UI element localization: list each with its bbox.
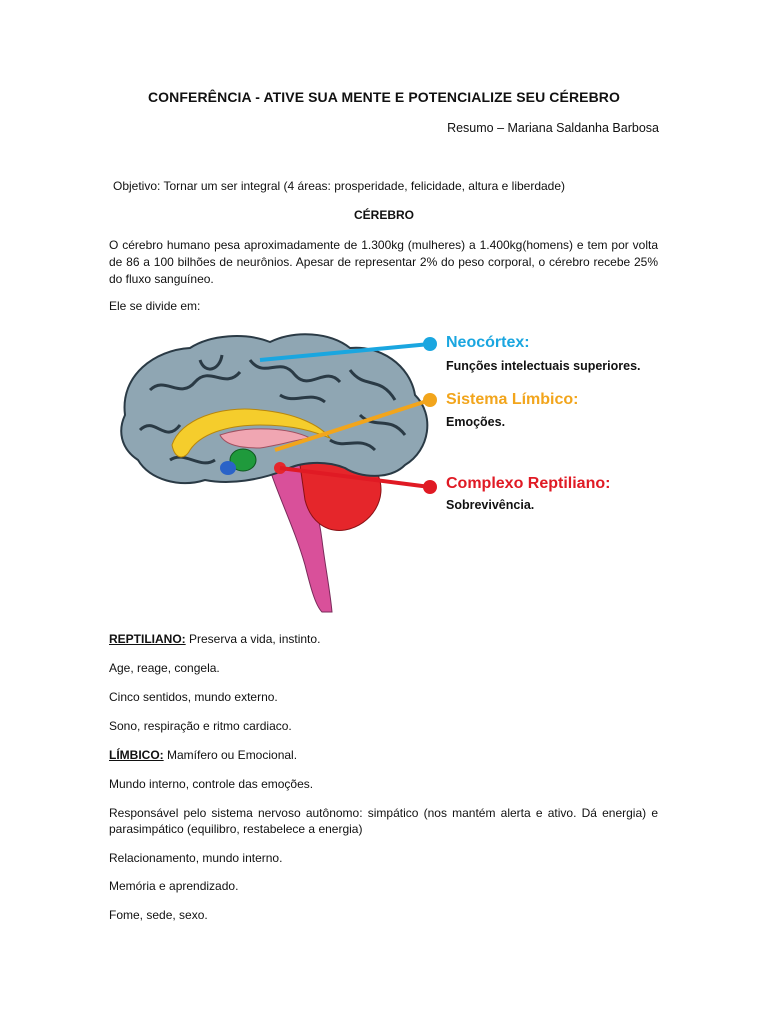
- limbic-dot: [423, 393, 437, 407]
- reptiliano-text: Preserva a vida, instinto.: [185, 632, 321, 646]
- objective-text: Objetivo: Tornar um ser integral (4 áreas: prosperidade, felicidade, altura e liberdade): [113, 179, 566, 193]
- note-line-3: Cinco sentidos, mundo externo.: [109, 690, 278, 704]
- limbic-title: Sistema Límbico:: [446, 391, 579, 408]
- limbico-label: LÍMBICO:: [109, 748, 164, 762]
- section-title: CÉREBRO: [353, 208, 414, 222]
- note-line-6: Mundo interno, controle das emoções.: [109, 777, 314, 791]
- neocortex-dot: [423, 337, 437, 351]
- reptilian-desc: Sobrevivência.: [446, 498, 535, 512]
- note-line-8: Relacionamento, mundo interno.: [109, 851, 283, 865]
- neocortex-desc: Funções intelectuais superiores.: [446, 359, 641, 373]
- note-line-10: Fome, sede, sexo.: [109, 908, 208, 922]
- reptiliano-label: REPTILIANO:: [109, 632, 186, 646]
- limbic-desc: Emoções.: [446, 415, 506, 429]
- limbico-text: Mamífero ou Emocional.: [163, 748, 298, 762]
- reptiliano-line: [109, 631, 658, 647]
- note-line-2: Age, reage, congela.: [109, 661, 220, 675]
- intro-paragraph: O cérebro humano pesa aproximadamente de 1.300kg (mulheres) a 1.400kg(homens) e tem por volta de 86 a 100 bilhões de neurônios. Apesar de representar 2% do peso corporal, o cérebro recebe 25% do fluxo sanguíneo.: [109, 238, 658, 286]
- brain-diagram: [110, 320, 660, 615]
- reptilian-dot: [423, 480, 437, 494]
- neocortex-title: Neocórtex:: [446, 334, 530, 351]
- limbico-line: [109, 747, 658, 763]
- reptilian-title: Complexo Reptiliano:: [446, 475, 611, 492]
- note-line-7: Responsável pelo sistema nervoso autônomo: simpático (nos mantém alerta e ativo. Dá energia) e parasimpático (equilibro, restabelece a energia): [109, 806, 658, 836]
- author-line: Resumo – Mariana Saldanha Barbosa: [447, 121, 659, 135]
- hypothalamus: [220, 461, 236, 475]
- note-line-9: Memória e aprendizado.: [109, 879, 239, 893]
- note-line-4: Sono, respiração e ritmo cardiaco.: [109, 719, 292, 733]
- page-title: CONFERÊNCIA - ATIVE SUA MENTE E POTENCIALIZE SEU CÉREBRO: [147, 89, 621, 105]
- cerebrum: [121, 334, 427, 483]
- divides-text: Ele se divide em:: [109, 299, 201, 313]
